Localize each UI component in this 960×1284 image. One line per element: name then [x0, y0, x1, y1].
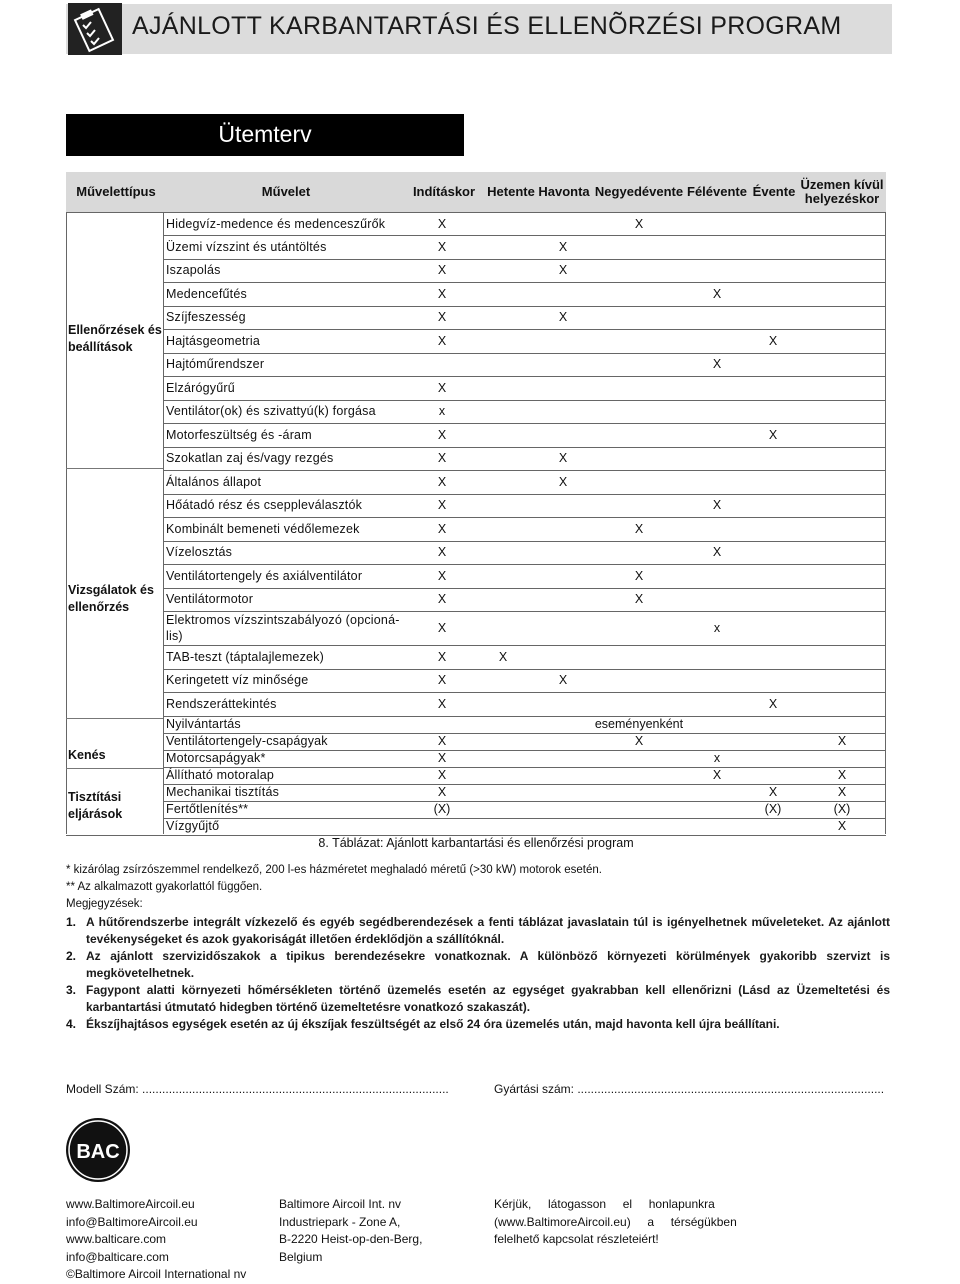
remark-text: A hűtőrendszerbe integrált vízkezelő és egyéb segédberendezések a fenti táblázat javaslatain túl is igényelhetnek műveleteket. Az ajánlott tevékenységeket és azok gyakoriságát illetően érdeklődjön a szállítóknál.	[86, 915, 890, 946]
schedule-mark-yearly: X	[768, 785, 778, 799]
row-label: Szokatlan zaj és/vagy rezgés	[166, 451, 334, 466]
footer-line: info@BaltimoreAircoil.eu	[66, 1214, 198, 1229]
grid-line	[163, 669, 886, 670]
footer-line: www.BaltimoreAircoil.eu	[66, 1197, 195, 1211]
row-label: Általános állapot	[166, 474, 262, 489]
schedule-mark-start: X	[437, 673, 447, 688]
schedule-mark-start: X	[437, 427, 447, 442]
grid-line	[163, 400, 886, 401]
schedule-mark-halfyear: X	[712, 768, 722, 782]
schedule-mark-offline: (X)	[833, 802, 851, 816]
grid-line	[163, 329, 886, 330]
schedule-mark-quarterly: eseményenként	[594, 717, 684, 731]
footer-line: Industriepark - Zone A,	[279, 1214, 401, 1229]
schedule-mark-halfyear: X	[712, 498, 722, 513]
table-caption: 8. Táblázat: Ajánlott karbantartási és ellenőrzési program	[318, 836, 634, 850]
category-line: eljárások	[68, 807, 123, 821]
category-line: Ellenőrzések és	[68, 323, 162, 337]
schedule-mark-start: X	[437, 621, 447, 635]
schedule-mark-halfyear: x	[713, 621, 721, 635]
row-label: Elektromos vízszintszabályozó (opcioná-lis)	[166, 613, 400, 643]
footer-line: Belgium	[279, 1249, 323, 1264]
footer-visit-note	[494, 1196, 744, 1249]
schedule-mark-start: X	[437, 263, 447, 278]
grid-line	[163, 353, 886, 354]
schedule-mark-halfyear: X	[712, 357, 722, 372]
header-quarterly: Negyedévente	[594, 184, 684, 199]
grid-line	[163, 645, 886, 646]
page-title: AJÁNLOTT KARBANTARTÁSI ÉS ELLENÕRZÉSI PROGRAM	[132, 12, 842, 40]
schedule-mark-halfyear: x	[713, 751, 721, 765]
remark-item	[66, 914, 890, 948]
category-divider	[66, 768, 163, 769]
schedule-mark-yearly: X	[768, 333, 778, 348]
grid-line	[163, 470, 886, 471]
row-label: Rendszeráttekintés	[166, 696, 277, 711]
footer-line: www.balticare.com	[66, 1232, 167, 1246]
row-label: Hajtásgeometria	[166, 333, 261, 348]
schedule-mark-offline: X	[837, 768, 847, 782]
grid-line	[163, 376, 886, 377]
schedule-mark-start: X	[437, 696, 447, 711]
schedule-mark-start: X	[437, 216, 447, 231]
schedule-mark-offline: X	[837, 819, 847, 833]
schedule-mark-start: X	[437, 751, 447, 765]
remark-number: 1.	[66, 915, 77, 929]
schedule-mark-start: X	[437, 474, 447, 489]
header-operation: Művelet	[261, 184, 311, 199]
category-line: Vizsgálatok és	[68, 583, 154, 597]
header-monthly: Havonta	[538, 184, 590, 199]
schedule-mark-monthly: X	[558, 239, 568, 254]
grid-line	[66, 212, 886, 213]
schedule-mark-start: X	[437, 768, 447, 782]
row-label: Motorcsapágyak*	[166, 751, 266, 765]
row-label: Hőátadó rész és cseppleválasztók	[166, 498, 363, 513]
grid-line	[163, 517, 886, 518]
schedule-mark-start: X	[437, 545, 447, 560]
schedule-mark-monthly: X	[558, 474, 568, 489]
footnote-1: * kizárólag zsírzószemmel rendelkező, 200 l-es házméretet meghaladó méretű (>30 kW) motorok esetén.	[66, 864, 602, 876]
grid-line	[163, 447, 886, 448]
row-label: Ventilátortengely-csapágyak	[166, 734, 328, 748]
grid-line	[163, 541, 886, 542]
schedule-mark-offline: X	[837, 785, 847, 799]
category-checks	[68, 582, 162, 616]
row-label: Hidegvíz-medence és medenceszűrők	[166, 216, 386, 231]
grid-line	[163, 235, 886, 236]
footer-line: info@balticare.com	[66, 1249, 169, 1264]
footer-line: (www.BaltimoreAircoil.eu) a térségükben	[494, 1214, 737, 1229]
grid-line	[163, 423, 886, 424]
schedule-mark-start: X	[437, 649, 447, 664]
schedule-mark-quarterly: X	[634, 521, 644, 536]
logo-text: BAC	[76, 1141, 120, 1163]
schedule-table	[66, 212, 886, 834]
schedule-mark-halfyear: X	[712, 545, 722, 560]
header-yearly: Évente	[752, 184, 796, 199]
footnote-2: ** Az alkalmazott gyakorlattól függően.	[66, 881, 263, 893]
schedule-title: Ütemterv	[218, 121, 312, 147]
schedule-mark-yearly: (X)	[764, 802, 782, 816]
category-line: Tisztítási	[68, 790, 122, 804]
row-label: TAB-teszt (táptalajlemezek)	[166, 649, 324, 664]
serial-number-field: Gyártási szám: ............................................................................................	[494, 1082, 885, 1096]
remark-text: Az ajánlott szervizidőszakok a tipikus berendezésekre vonatkoznak. A különböző környezeti körülmények gyakoribb szervizt is megkövetelhetnek.	[86, 949, 890, 980]
row-label: Állítható motoralap	[166, 768, 275, 782]
schedule-mark-monthly: X	[558, 451, 568, 466]
header-offline	[800, 172, 884, 212]
row-label: Szíjfeszesség	[166, 310, 246, 325]
schedule-mark-offline: X	[837, 734, 847, 748]
schedule-mark-start: X	[437, 380, 447, 395]
schedule-mark-start: X	[437, 734, 447, 748]
row-label: Nyilvántartás	[166, 717, 241, 731]
schedule-mark-start: X	[437, 592, 447, 607]
schedule-mark-start: X	[437, 521, 447, 536]
row-label: Medencefűtés	[166, 286, 247, 301]
footer-line: B-2220 Heist-op-den-Berg,	[279, 1232, 423, 1246]
schedule-mark-yearly: X	[768, 427, 778, 442]
footer-line: ©Baltimore Aircoil International nv	[66, 1267, 247, 1281]
header-type: Művelettípus	[76, 184, 156, 199]
header-offline-line1: Üzemen kívül	[800, 177, 884, 192]
category-inspections	[68, 322, 162, 356]
bac-logo-icon	[66, 1118, 130, 1182]
schedule-mark-start: X	[437, 286, 447, 301]
row-label: Kombinált bemeneti védőlemezek	[166, 521, 360, 536]
grid-line	[163, 494, 886, 495]
schedule-mark-start: X	[437, 239, 447, 254]
remarks-label: Megjegyzések:	[66, 898, 143, 910]
table-header	[66, 172, 886, 212]
schedule-mark-start: X	[437, 498, 447, 513]
grid-line	[163, 306, 886, 307]
category-line: beállítások	[68, 340, 133, 354]
footer-address	[279, 1196, 422, 1266]
grid-line	[163, 692, 886, 693]
schedule-mark-yearly: X	[768, 696, 778, 711]
row-label: Fertőtlenítés**	[166, 802, 249, 816]
row-label: Motorfeszültség és -áram	[166, 427, 312, 442]
row-label: Keringetett víz minősége	[166, 673, 309, 688]
schedule-mark-start: X	[437, 310, 447, 325]
header-offline-line2: helyezéskor	[804, 191, 880, 206]
footer-line: Kérjük, látogasson el honlapunkra	[494, 1197, 715, 1211]
clipboard-checklist-icon	[68, 3, 122, 55]
schedule-mark-halfyear: X	[712, 286, 722, 301]
row-label: Ventilátormotor	[166, 592, 254, 607]
header-start: Indításkor	[412, 184, 476, 199]
header-halfyear: Félévente	[687, 184, 747, 199]
schedule-mark-monthly: X	[558, 673, 568, 688]
category-line: ellenőrzés	[68, 600, 130, 614]
remark-item	[66, 982, 890, 1016]
category-divider	[66, 718, 163, 719]
remark-number: 2.	[66, 949, 77, 963]
schedule-mark-monthly: X	[558, 263, 568, 278]
remark-number: 4.	[66, 1017, 77, 1031]
grid-line	[163, 282, 886, 283]
remark-number: 3.	[66, 983, 77, 997]
category-lubrication	[68, 747, 162, 764]
remark-item	[66, 948, 890, 982]
row-label: Ventilátor(ok) és szivattyú(k) forgása	[166, 404, 376, 419]
schedule-mark-start: X	[437, 451, 447, 466]
schedule-mark-start: X	[437, 568, 447, 583]
footer-line: felelhető kapcsolat részleteiért!	[494, 1232, 659, 1246]
schedule-box	[66, 114, 464, 156]
schedule-mark-start: X	[437, 785, 447, 799]
row-label: Hajtóműrendszer	[166, 357, 265, 372]
schedule-mark-quarterly: X	[634, 734, 644, 748]
grid-line	[66, 212, 67, 834]
grid-line	[163, 259, 886, 260]
schedule-mark-quarterly: X	[634, 216, 644, 231]
remark-text: Ékszíjhajtásos egységek esetén az új ékszíjak feszültségét az első 24 óra üzemelés után, majd havonta kell újra beállítani.	[86, 1017, 780, 1031]
row-label: Vízelosztás	[166, 545, 233, 560]
category-divider	[66, 468, 163, 469]
grid-line	[163, 564, 886, 565]
row-label: Ventilátortengely és axiálventilátor	[166, 568, 363, 583]
remark-item	[66, 1016, 890, 1033]
row-label: Elzárógyűrű	[166, 380, 235, 395]
footer-contacts	[66, 1196, 246, 1284]
category-cleaning	[68, 789, 162, 823]
category-line: Kenés	[68, 748, 106, 762]
schedule-mark-start: x	[438, 404, 446, 419]
row-label: Üzemi vízszint és utántöltés	[166, 239, 327, 254]
header-weekly: Hetente	[487, 184, 535, 199]
grid-line	[163, 588, 886, 589]
schedule-mark-start: X	[437, 333, 447, 348]
footer-line: Baltimore Aircoil Int. nv	[279, 1197, 402, 1211]
schedule-mark-monthly: X	[558, 310, 568, 325]
schedule-mark-start: (X)	[433, 802, 451, 816]
row-label: Iszapolás	[166, 263, 221, 278]
schedule-mark-weekly: X	[498, 649, 508, 664]
remark-text: Fagypont alatti környezeti hőmérsékleten történő üzemelés esetén az egységet gyakrabban kell ellenőrizni (Lásd az Üzemeltetési és karbantartási útmutató hidegben történő üzemeltetésre vonatkozó szakaszát).	[86, 983, 890, 1014]
row-label: Vízgyűjtő	[166, 819, 220, 833]
schedule-mark-quarterly: X	[634, 568, 644, 583]
row-label: Mechanikai tisztítás	[166, 785, 280, 799]
model-number-field: Modell Szám: ............................................................................................	[66, 1082, 449, 1096]
schedule-mark-quarterly: X	[634, 592, 644, 607]
